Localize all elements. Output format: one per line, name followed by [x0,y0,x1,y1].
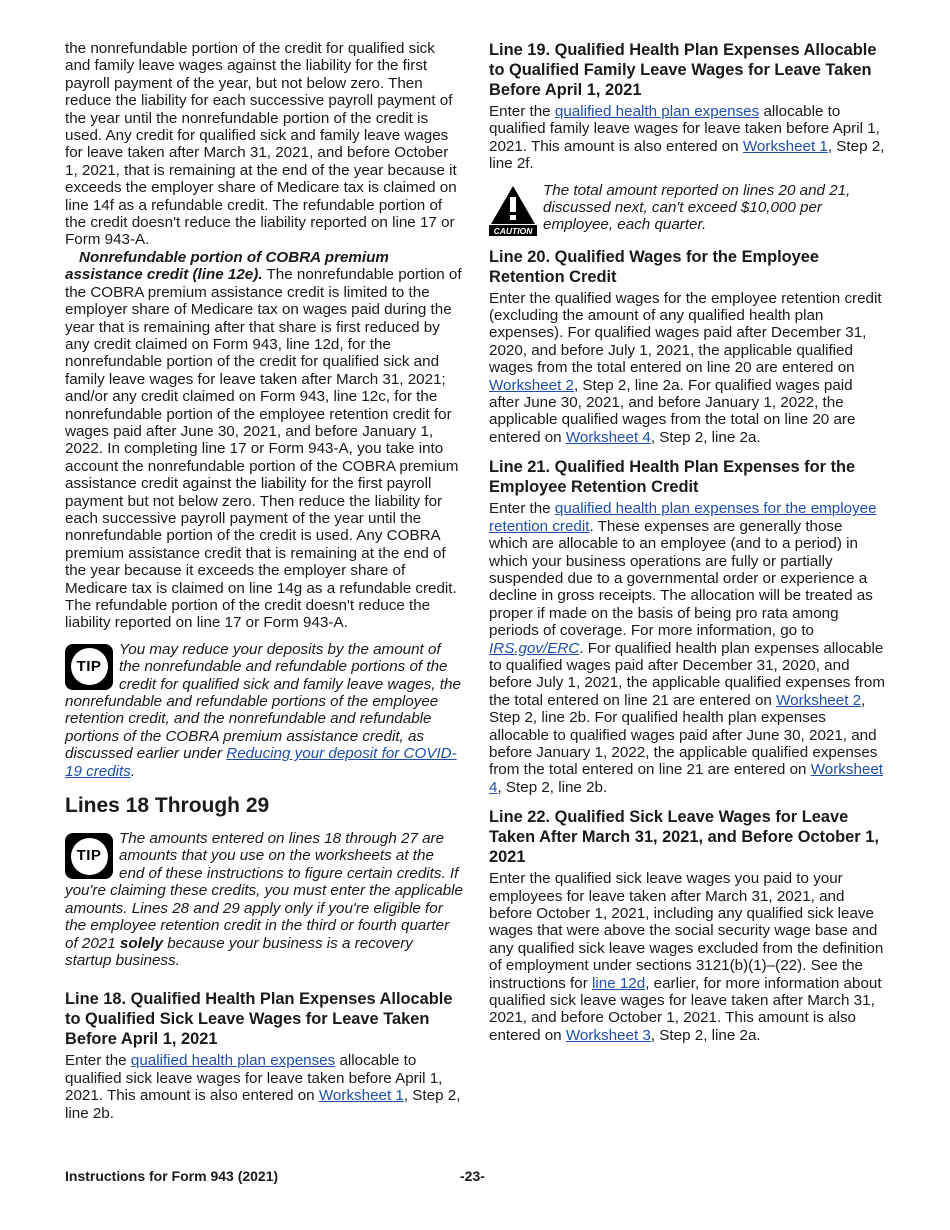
link-qualified-health-plan-expenses[interactable]: qualified health plan expenses [554,103,760,120]
tip-icon: TIP [65,833,113,879]
caution-text: The total amount reported on lines 20 and 21, discussed next, can't exceed $10,000 per employee, each quarter. [543,181,851,234]
heading-line-20: Line 20. Qualified Wages for the Employee Retention Credit [489,247,820,286]
footer-form-name: Instructions for Form 943 (2021) [65,1168,279,1184]
link-worksheet-4[interactable]: Worksheet 4 [489,761,884,796]
paragraph-line-22: Enter the qualified sick leave wages you paid to your employees for leave taken after March 31, 2021, and before October 1, 2021, including any qualified sick leave wages that were above the social security wage base and any qualified sick leave wages excluded from the definition of employment under sections 3121(b)(1)–(22). See the instructions for line 12d, earlier, for more information about qualified sick leave wages for leave taken after March 31, 2021, and before October 1, 2021. This amount is also entered on Worksheet 3, Step 2, line 2a. [489,870,884,1044]
link-irs-gov-erc[interactable]: IRS.gov/ERC [489,639,580,657]
link-qualified-health-plan-expenses-erc[interactable]: qualified health plan expenses for the employee retention credit [489,500,877,535]
paragraph-line-19: Enter the qualified health plan expenses allocable to qualified family leave wages for leave taken before April 1, 2021. This amount is also entered on Worksheet 1, Step 2, line 2f. [489,103,885,173]
left-column [65,40,463,1122]
caution-note [489,182,885,236]
link-line-12d[interactable]: line 12d [592,974,646,992]
link-reducing-deposit[interactable]: Reducing your deposit for COVID-19 credits [65,745,457,780]
heading-line-19: Line 19. Qualified Health Plan Expenses Allocable to Qualified Family Leave Wages for Leave Taken Before April 1, 2021 [489,41,877,99]
tip-note-text: You may reduce your deposits by the amount of the nonrefundable and refundable portions of the credit for qualified sick and family leave wages, the nonrefundable and refundable portions of the employee retention credit, and the nonrefundable and refundable portions of the COBRA premium assistance credit, as discussed earlier under [65,640,461,763]
svg-text:CAUTION: CAUTION [493,225,533,236]
cobra-text: The nonrefundable portion of the COBRA premium assistance credit is limited to the employer share of Medicare tax on wages paid during the year that is remaining after that share is first reduced by any credit claimed on Form 943, line 12d, for the nonrefundable portion of the credit for qualified sick and family leave wages for leave taken after March 31, 2021; and/or any credit claimed on Form 943, line 12c, for the nonrefundable portion of the employee retention credit for wages paid after June 30, 2021, and before January 1, 2022. In completing line 17 or Form 943-A, you take into account the nonrefundable portion of the COBRA premium assistance credit against the liability for the first payroll payment but not below zero. Then reduce the liability for each successive payroll payment of the year until the nonrefundable portion of the credit is used. Any COBRA premium assistance credit that is remaining at the end of the year because it exceeds the employer share of Medicare tax is claimed on line 14g as a refundable credit. The refundable portion of the credit doesn't reduce the liability reported on line 17 or Form 943-A. [65,266,462,632]
link-worksheet-1[interactable]: Worksheet 1 [318,1087,404,1105]
heading-line-18: Line 18. Qualified Health Plan Expenses Allocable to Qualified Sick Leave Wages for Leave Taken Before April 1, 2021 [65,990,453,1049]
heading-line-22: Line 22. Qualified Sick Leave Wages for Leave Taken After March 31, 2021, and Before October 1, 2021 [489,808,879,867]
right-column [489,40,885,1044]
caution-icon [489,184,537,236]
link-worksheet-4[interactable]: Worksheet 4 [565,428,651,446]
cobra-heading: Nonrefundable portion of COBRA premium assistance credit (line 12e). [65,248,389,284]
tip-note-deposits: TIP You may reduce your deposits by the amount of the nonrefundable and refundable portions of the credit for qualified sick and family leave wages, the nonrefundable and refundable portions of the employee retention credit, and the nonrefundable and refundable portions of the COBRA premium assistance credit, as discussed earlier under Reducing your deposit for COVID-19 credits. [65,640,461,780]
tip-icon: TIP [65,644,113,690]
footer-page-number: -23- [460,1168,485,1184]
heading-line-21: Line 21. Qualified Health Plan Expenses for the Employee Retention Credit [489,458,856,497]
paragraph-line-20: Enter the qualified wages for the employee retention credit (excluding the amount of any qualified health plan expenses). For qualified wages paid after December 31, 2020, and before July 1, 2021, the applicable qualified wages from the total entered on line 20 are entered on Worksheet 2, Step 2, line 2a. For qualified wages paid after June 30, 2021, and before January 1, 2022, the applicable qualified wages from the total on line 20 are entered on Worksheet 4, Step 2, line 2a. [489,289,882,446]
paragraph-credit-sick-family: the nonrefundable portion of the credit for qualified sick and family leave wages against the liability for the first payroll payment of the year, but not below zero. Then reduce the liability for each successive payroll payment of the year until the nonrefundable portion of the credit is used. Any credit for qualified sick and family leave wages for leave taken after March 31, 2021, and before October 1, 2021, that is remaining at the end of the year because it exceeds the employer share of Medicare tax is claimed on line 14f as a refundable credit. The refundable portion of the credit doesn't reduce the liability reported on line 17 or Form 943-A. [65,40,457,249]
link-worksheet-2[interactable]: Worksheet 2 [489,376,574,394]
link-worksheet-3[interactable]: Worksheet 3 [565,1026,651,1044]
section-title-lines-18-29: Lines 18 Through 29 [65,794,270,818]
paragraph-line-21: Enter the qualified health plan expenses for the employee retention credit. These expenses are generally those which are allocable to an employee (and to a period) in which your business operations are fully or partially suspended due to a governmental order or experience a decline in gross receipts. The allocation will be treated as proper if made on the basis of being pro rata among periods of coverage. For more information, go to IRS.gov/ERC. For qualified health plan expenses allocable to qualified wages paid after December 31, 2020, and before July 1, 2021, the applicable qualified expenses from the total entered on line 21 are entered on Worksheet 2, Step 2, line 2b. For qualified health plan expenses allocable to qualified wages paid after June 30, 2021, and before January 1, 2022, the applicable qualified expenses from the total entered on line 21 are entered on Worksheet 4, Step 2, line 2b. [489,500,885,796]
link-worksheet-2[interactable]: Worksheet 2 [776,691,862,709]
link-qualified-health-plan-expenses[interactable]: qualified health plan expenses [130,1052,336,1070]
paragraph-cobra [65,249,463,632]
paragraph-line-18: Enter the qualified health plan expenses allocable to qualified sick leave wages for leave taken before April 1, 2021. This amount is also entered on Worksheet 1, Step 2, line 2b. [65,1052,461,1122]
tip-note-lines: TIP The amounts entered on lines 18 through 27 are amounts that you use on the worksheets at the end of these instructions to figure certain credits. If you're claiming these credits, you must enter the applicable amounts. Lines 28 and 29 apply only if you're eligible for the employee retention credit in the third or fourth quarter of 2021 solely because your business is a recovery startup business. [65,830,463,969]
link-worksheet-1[interactable]: Worksheet 1 [742,137,828,155]
